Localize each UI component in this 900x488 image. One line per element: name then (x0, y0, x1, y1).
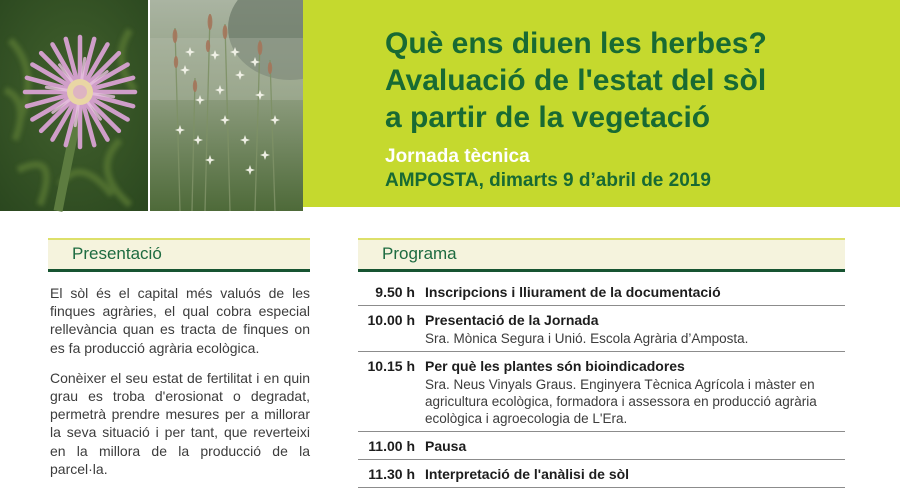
presentation-heading: Presentació (48, 238, 310, 272)
asphodel-meadow-photo (150, 0, 303, 211)
program-time: 10.00 h (367, 312, 415, 328)
program-row (358, 352, 845, 432)
event-title-line: Què ens diuen les herbes? (385, 27, 767, 60)
pink-thistle-flower-illustration (0, 0, 148, 211)
program-time: 10.15 h (367, 358, 415, 374)
program-description (425, 466, 845, 483)
program-row (358, 306, 845, 352)
program-description (425, 284, 845, 301)
program-item-speaker: Sra. Neus Vinyals Graus. Enginyera Tècnica Agrícola i màster en agricultura ecològica, formadora i assessora en producció agrària ecològica i agroecologia de L'Era. (425, 377, 817, 426)
program-description (425, 438, 845, 455)
program-time: 11.30 h (368, 466, 415, 482)
program-row (358, 460, 845, 488)
presentation-paragraph: El sòl és el capital més valuós de les finques agràries, el qual cobra especial rellevància quan es tracta de finques on es fa producció agrària ecològica. (50, 285, 310, 356)
event-type-label: Jornada tècnica (385, 146, 530, 167)
presentation-paragraph: Conèixer el seu estat de fertilitat i en quin grau es troba d'erosionat o degradat, permetrà prendre mesures per a millorar la seva situació i per tant, que reverteixi en la millora de la producció de la parcel·la. (50, 369, 310, 477)
presentation-section (48, 238, 310, 478)
program-heading: Programa (358, 238, 845, 272)
white-asphodel-meadow-illustration (150, 0, 303, 211)
program-description (425, 358, 845, 427)
program-item-title: Interpretació de l'anàlisi de sòl (425, 466, 630, 482)
program-item-title: Pausa (425, 438, 467, 454)
program-item-speaker: Sra. Mònica Segura i Unió. Escola Agrària d’Amposta. (425, 331, 749, 346)
title-band (303, 0, 900, 207)
pink-thistle-photo (0, 0, 148, 211)
program-section (358, 238, 845, 488)
event-date-location: AMPOSTA, dimarts 9 d’abril de 2019 (385, 170, 711, 191)
program-item-title: Per què les plantes són bioindicadores (425, 358, 685, 374)
event-title-line: a partir de la vegetació (385, 101, 711, 134)
event-title-line: Avaluació de l'estat del sòl (385, 64, 767, 97)
program-row (358, 278, 845, 306)
program-list (358, 278, 845, 488)
program-row (358, 432, 845, 460)
program-time: 11.00 h (368, 438, 415, 454)
program-item-title: Inscripcions i lliurament de la documentació (425, 284, 721, 300)
program-time: 9.50 h (375, 284, 415, 300)
program-description (425, 312, 845, 347)
program-item-title: Presentació de la Jornada (425, 312, 599, 328)
